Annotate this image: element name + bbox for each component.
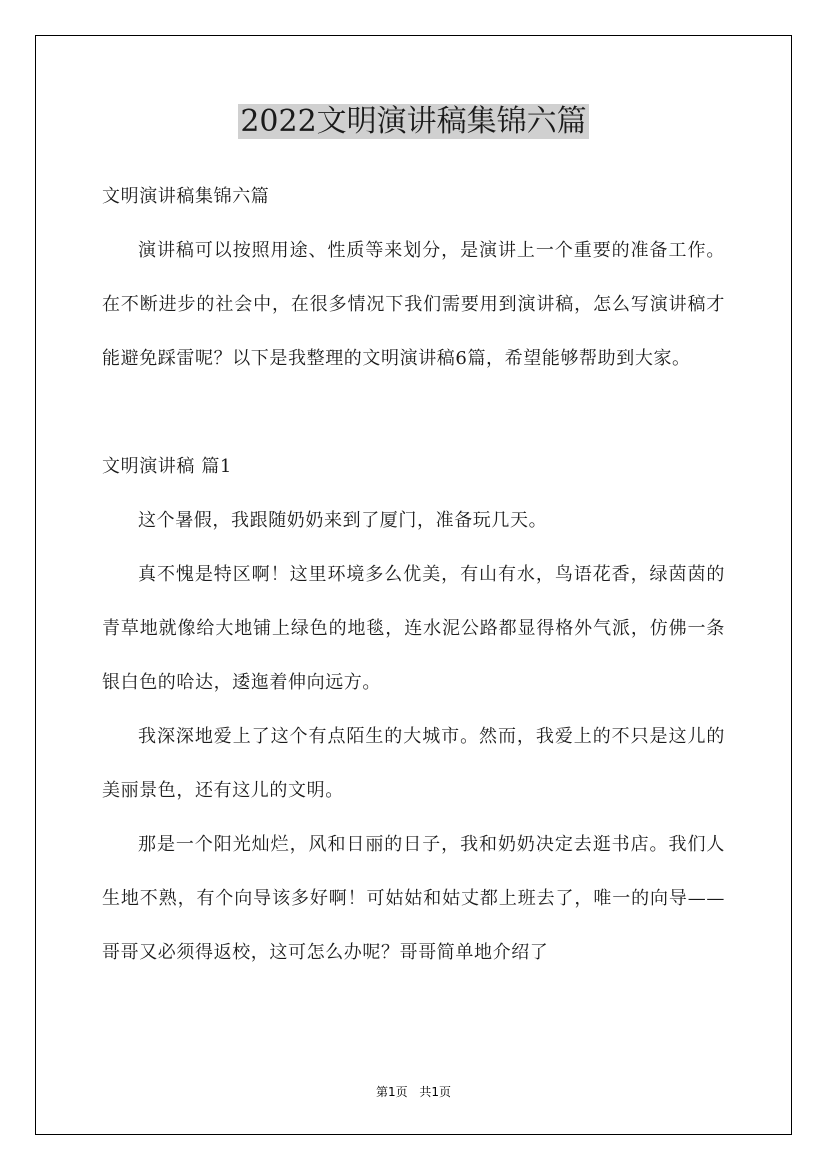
document-title	[0, 100, 827, 144]
intro-paragraph: 演讲稿可以按照用途、性质等来划分，是演讲上一个重要的准备工作。在不断进步的社会中，在很多情况下我们需要用到演讲稿，怎么写演讲稿才能避免踩雷呢？以下是我整理的文明演讲稿6篇，希望能够帮助到大家。	[102, 240, 725, 369]
document-title-text: 2022文明演讲稿集锦六篇	[240, 104, 587, 139]
page-footer	[0, 1083, 827, 1100]
body-paragraph-1: 这个暑假，我跟随奶奶来到了厦门，准备玩几天。	[138, 510, 548, 531]
page-total: 共1页	[419, 1085, 452, 1099]
body-paragraph-3: 我深深地爱上了这个有点陌生的大城市。然而，我爱上的不只是这儿的美丽景色，还有这儿的文明。	[102, 726, 725, 801]
page-number: 第1页	[375, 1085, 408, 1099]
body-paragraph-4: 那是一个阳光灿烂，风和日丽的日子，我和奶奶决定去逛书店。我们人生地不熟，有个向导该多好啊！可姑姑和姑丈都上班去了，唯一的向导——哥哥又必须得返校，这可怎么办呢？哥哥简单地介绍了	[102, 834, 725, 963]
document-body	[102, 170, 725, 980]
section-heading: 文明演讲稿 篇1	[102, 456, 232, 477]
section-spacer	[102, 386, 725, 440]
body-paragraph-2: 真不愧是特区啊！这里环境多么优美，有山有水，鸟语花香，绿茵茵的青草地就像给大地铺上绿色的地毯，连水泥公路都显得格外气派，仿佛一条银白色的哈达，逶迤着伸向远方。	[102, 564, 725, 693]
document-heading: 文明演讲稿集锦六篇	[102, 186, 270, 207]
